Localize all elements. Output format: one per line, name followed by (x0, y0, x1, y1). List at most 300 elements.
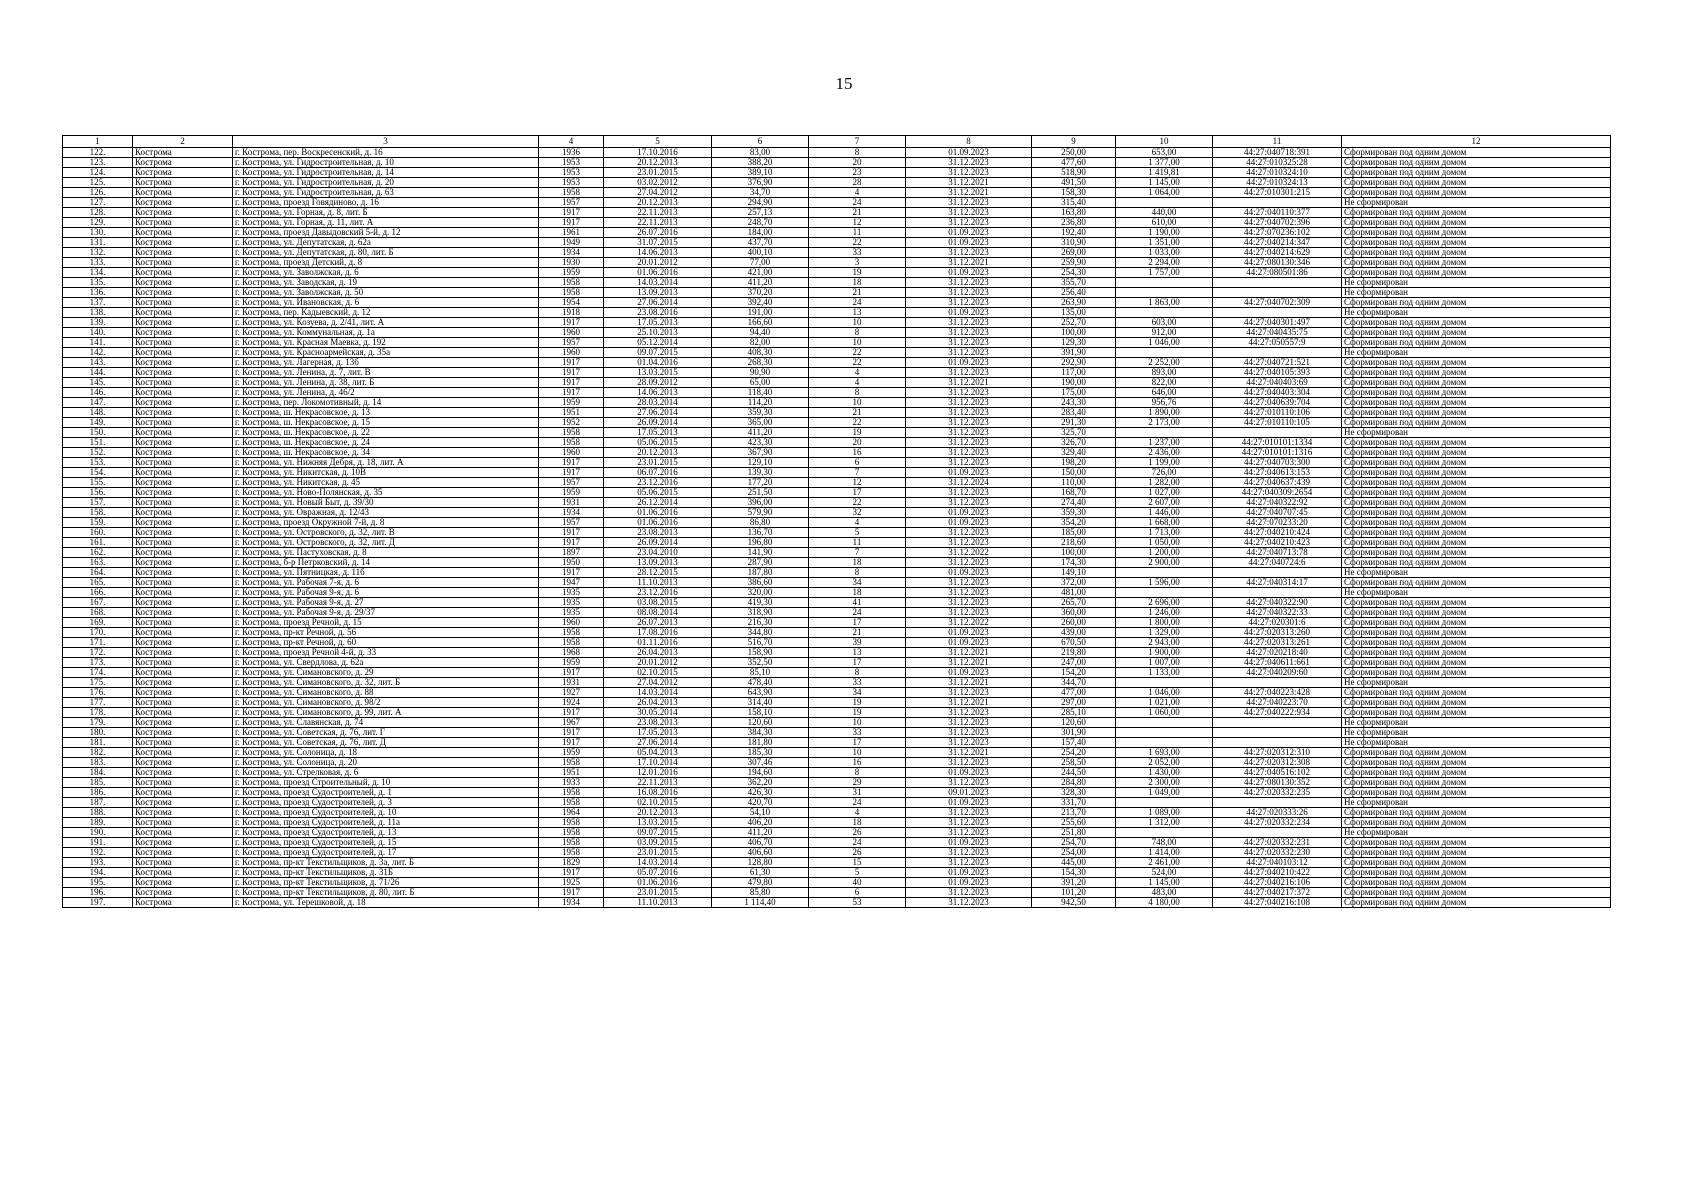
table-cell: г. Кострома, ул. Советская, д. 76, лит. Д (233, 738, 539, 748)
table-cell: 1 237,00 (1116, 438, 1213, 448)
table-cell: 653,00 (1116, 148, 1213, 158)
table-cell: Кострома (133, 378, 233, 388)
table-cell: 1917 (539, 358, 604, 368)
table-row (63, 898, 1611, 908)
table-cell: Кострома (133, 868, 233, 878)
table-cell: 4 180,00 (1116, 898, 1213, 908)
table-cell: 8 (809, 768, 906, 778)
table-cell: 1 021,00 (1116, 698, 1213, 708)
table-cell: 158,90 (712, 648, 809, 658)
table-row (63, 298, 1611, 308)
table-cell: 1951 (539, 408, 604, 418)
table-cell: г. Кострома, ул. Никитская, д. 10В (233, 468, 539, 478)
table-cell: 182. (63, 748, 133, 758)
table-cell: 157. (63, 498, 133, 508)
table-cell: 05.06.2015 (604, 438, 712, 448)
table-cell: Кострома (133, 648, 233, 658)
table-cell: Кострома (133, 608, 233, 618)
table-cell: 1 060,00 (1116, 708, 1213, 718)
table-cell: Кострома (133, 818, 233, 828)
table-cell: 315,40 (1032, 198, 1116, 208)
table-cell: 384,30 (712, 728, 809, 738)
table-cell: 150. (63, 428, 133, 438)
table-cell: 187,80 (712, 568, 809, 578)
table-cell: г. Кострома, ул. Ленина, д. 46/2 (233, 388, 539, 398)
table-cell: 18 (809, 588, 906, 598)
table-cell: 17 (809, 488, 906, 498)
table-row (63, 888, 1611, 898)
table-cell: 251,80 (1032, 828, 1116, 838)
table-cell: Кострома (133, 698, 233, 708)
table-cell: г. Кострома, проезд Детский, д. 8 (233, 258, 539, 268)
table-cell: Кострома (133, 488, 233, 498)
table-cell: 1 377,00 (1116, 158, 1213, 168)
table-cell: 13 (809, 648, 906, 658)
table-cell: Кострома (133, 348, 233, 358)
table-cell: г. Кострома, пр-кт Текстильщиков, д. 31Б (233, 868, 539, 878)
table-cell: 44:27:010324:10 (1213, 168, 1342, 178)
table-cell: 01.09.2023 (906, 518, 1032, 528)
table-row (63, 398, 1611, 408)
table-cell: 23.01.2015 (604, 458, 712, 468)
column-header: 3 (233, 136, 539, 148)
table-cell: Кострома (133, 148, 233, 158)
table-cell (1116, 728, 1213, 738)
table-cell: Сформирован под одним домом (1342, 688, 1611, 698)
table-cell: Кострома (133, 828, 233, 838)
table-cell: 1935 (539, 608, 604, 618)
table-row (63, 558, 1611, 568)
table-cell: 344,80 (712, 628, 809, 638)
table-cell: Кострома (133, 588, 233, 598)
column-header: 7 (809, 136, 906, 148)
table-cell: 423,30 (712, 438, 809, 448)
table-cell: Кострома (133, 578, 233, 588)
table-cell: 10 (809, 718, 906, 728)
table-cell: 1918 (539, 308, 604, 318)
table-row (63, 228, 1611, 238)
table-cell: 05.07.2016 (604, 868, 712, 878)
table-cell: 23.12.2016 (604, 478, 712, 488)
table-cell (1213, 348, 1342, 358)
table-cell: Кострома (133, 428, 233, 438)
table-cell (1116, 798, 1213, 808)
table-cell: 141,90 (712, 548, 809, 558)
table-cell: 1 050,00 (1116, 538, 1213, 548)
table-cell: 411,20 (712, 428, 809, 438)
table-cell: 31.12.2023 (906, 848, 1032, 858)
table-cell: г. Кострома, пер. Локомотивный, д. 14 (233, 398, 539, 408)
table-cell: г. Кострома, ул. Рабочая 9-я, д. 6 (233, 588, 539, 598)
table-cell: 1917 (539, 868, 604, 878)
table-cell: 44:27:040611:661 (1213, 658, 1342, 668)
table-cell: г. Кострома, ул. Гидростроительная, д. 63 (233, 188, 539, 198)
table-cell: 44:27:020332:235 (1213, 788, 1342, 798)
table-cell: Не сформирован (1342, 568, 1611, 578)
table-cell: 247,00 (1032, 658, 1116, 668)
table-cell: 23.04.2010 (604, 548, 712, 558)
table-cell: 1925 (539, 878, 604, 888)
table-cell: 31.12.2023 (906, 458, 1032, 468)
table-row (63, 698, 1611, 708)
table-cell: 167. (63, 598, 133, 608)
table-cell: 8 (809, 388, 906, 398)
table-cell: 1958 (539, 788, 604, 798)
table-cell: г. Кострома, ул. Козуева, д. 2/41, лит. А (233, 318, 539, 328)
table-cell (1116, 678, 1213, 688)
table-cell: 256,40 (1032, 288, 1116, 298)
table-cell: 10 (809, 398, 906, 408)
table-cell: 44:27:040223:428 (1213, 688, 1342, 698)
table-cell: 44:27:040702:309 (1213, 298, 1342, 308)
table-cell: 23.01.2015 (604, 168, 712, 178)
table-cell: 31.12.2023 (906, 278, 1032, 288)
table-cell: 19 (809, 698, 906, 708)
table-cell: 174. (63, 668, 133, 678)
table-cell: 154,20 (1032, 668, 1116, 678)
table-cell: г. Кострома, ш. Некрасовское, д. 24 (233, 438, 539, 448)
table-cell: 187. (63, 798, 133, 808)
table-cell: Кострома (133, 568, 233, 578)
table-cell: 1 145,00 (1116, 178, 1213, 188)
table-cell: 44:27:040702:396 (1213, 218, 1342, 228)
table-cell: г. Кострома, ул. Островского, д. 32, лит. Д (233, 538, 539, 548)
column-header: 11 (1213, 136, 1342, 148)
table-cell: г. Кострома, ул. Пастуховская, д. 8 (233, 548, 539, 558)
table-cell: 01.09.2023 (906, 768, 1032, 778)
table-cell: 44:27:010101:1334 (1213, 438, 1342, 448)
table-cell: 09.07.2015 (604, 828, 712, 838)
table-cell: 216,30 (712, 618, 809, 628)
table-cell: 1959 (539, 488, 604, 498)
table-row (63, 358, 1611, 368)
table-cell: 05.12.2014 (604, 338, 712, 348)
table-cell: Сформирован под одним домом (1342, 318, 1611, 328)
table-cell: 13.03.2015 (604, 368, 712, 378)
table-cell: 265,70 (1032, 598, 1116, 608)
table-cell: 31 (809, 788, 906, 798)
table-cell: г. Кострома, ул. Нижняя Дебря, д. 18, лит. А (233, 458, 539, 468)
table-cell: г. Кострома, ул. Горная, д. 8, лит. Б (233, 208, 539, 218)
table-cell: 284,80 (1032, 778, 1116, 788)
table-row (63, 658, 1611, 668)
table-cell: 1953 (539, 158, 604, 168)
table-cell: г. Кострома, ул. Рабочая 7-я, д. 6 (233, 578, 539, 588)
table-cell: 44:27:020313:260 (1213, 628, 1342, 638)
table-cell: 25.10.2013 (604, 328, 712, 338)
table-cell: 30.05.2014 (604, 708, 712, 718)
table-cell: 4 (809, 368, 906, 378)
table-cell (1116, 828, 1213, 838)
table-cell: 1897 (539, 548, 604, 558)
table-cell: 524,00 (1116, 868, 1213, 878)
housing-register-table (62, 135, 1611, 908)
table-cell: 13.09.2013 (604, 288, 712, 298)
table-body (63, 148, 1611, 908)
table-cell: 10 (809, 338, 906, 348)
table-cell: 22 (809, 498, 906, 508)
table-cell: 31.12.2023 (906, 338, 1032, 348)
table-cell: Сформирован под одним домом (1342, 268, 1611, 278)
table-cell: 14.03.2014 (604, 858, 712, 868)
table-cell: 2 252,00 (1116, 358, 1213, 368)
table-cell: 31.12.2023 (906, 218, 1032, 228)
table-cell: 1930 (539, 258, 604, 268)
table-cell: 138. (63, 308, 133, 318)
table-cell: 28.09.2012 (604, 378, 712, 388)
table-cell: 26.04.2013 (604, 698, 712, 708)
table-cell: Сформирован под одним домом (1342, 518, 1611, 528)
table-cell: 177. (63, 698, 133, 708)
table-cell: Не сформирован (1342, 308, 1611, 318)
table-cell: 27.06.2014 (604, 298, 712, 308)
table-cell: 139. (63, 318, 133, 328)
table-cell: 124. (63, 168, 133, 178)
table-cell: г. Кострома, ул. Коммунальная, д. 1а (233, 328, 539, 338)
table-cell: 139,30 (712, 468, 809, 478)
table-cell: Сформирован под одним домом (1342, 778, 1611, 788)
table-cell: г. Кострома, проезд Судостроителей, д. 15 (233, 838, 539, 848)
table-cell: 11 (809, 228, 906, 238)
table-cell: 127. (63, 198, 133, 208)
table-cell: 219,80 (1032, 648, 1116, 658)
table-cell: 44:27:040639:704 (1213, 398, 1342, 408)
table-cell: г. Кострома, ул. Славянская, д. 74 (233, 718, 539, 728)
table-cell: 141. (63, 338, 133, 348)
table-cell: 19 (809, 708, 906, 718)
table-cell: 158,30 (1032, 188, 1116, 198)
table-cell (1116, 278, 1213, 288)
table-cell: 172. (63, 648, 133, 658)
column-header: 10 (1116, 136, 1213, 148)
table-cell: Сформирован под одним домом (1342, 868, 1611, 878)
table-cell: Сформирован под одним домом (1342, 488, 1611, 498)
table-row (63, 818, 1611, 828)
table-cell: 02.10.2015 (604, 668, 712, 678)
table-cell: 44:27:040301:497 (1213, 318, 1342, 328)
table-cell: 44:27:040703:300 (1213, 458, 1342, 468)
table-row (63, 188, 1611, 198)
table-row (63, 248, 1611, 258)
table-cell: 01.06.2016 (604, 268, 712, 278)
table-cell: 22 (809, 348, 906, 358)
table-cell: г. Кострома, ш. Некрасовское, д. 15 (233, 418, 539, 428)
table-cell: 244,50 (1032, 768, 1116, 778)
table-row (63, 738, 1611, 748)
table-cell: 359,30 (1032, 508, 1116, 518)
table-cell: 354,20 (1032, 518, 1116, 528)
table-cell: 142. (63, 348, 133, 358)
table-cell: 1958 (539, 288, 604, 298)
table-cell: 186. (63, 788, 133, 798)
table-cell: 1953 (539, 168, 604, 178)
table-cell: 32 (809, 508, 906, 518)
table-cell: 2 696,00 (1116, 598, 1213, 608)
table-cell: 1917 (539, 708, 604, 718)
table-cell: 297,00 (1032, 698, 1116, 708)
table-cell: 40 (809, 878, 906, 888)
column-header: 2 (133, 136, 233, 148)
table-cell: г. Кострома, проезд Говядиново, д. 16 (233, 198, 539, 208)
table-cell: Сформирован под одним домом (1342, 768, 1611, 778)
table-cell: 17.05.2013 (604, 428, 712, 438)
table-cell: Кострома (133, 438, 233, 448)
table-cell: 133. (63, 258, 133, 268)
table-cell: 481,00 (1032, 588, 1116, 598)
table-cell: 171. (63, 638, 133, 648)
table-cell: 748,00 (1116, 838, 1213, 848)
table-cell: 1 414,00 (1116, 848, 1213, 858)
table-cell: г. Кострома, ул. Лагерная, д. 13б (233, 358, 539, 368)
table-cell: 1958 (539, 848, 604, 858)
table-row (63, 708, 1611, 718)
table-cell: Кострома (133, 618, 233, 628)
table-cell: 34 (809, 578, 906, 588)
table-cell: 01.09.2023 (906, 568, 1032, 578)
table-cell: 123. (63, 158, 133, 168)
table-cell: 153. (63, 458, 133, 468)
table-cell: 16.08.2016 (604, 788, 712, 798)
table-cell: 391,20 (1032, 878, 1116, 888)
table-cell: 17.05.2013 (604, 318, 712, 328)
table-cell: Кострома (133, 708, 233, 718)
table-cell: 31.12.2023 (906, 818, 1032, 828)
table-row (63, 858, 1611, 868)
table-cell: 44:27:040209:60 (1213, 668, 1342, 678)
table-cell: 1924 (539, 698, 604, 708)
table-cell: 44:27:070236:102 (1213, 228, 1342, 238)
table-cell: г. Кострома, ул. Стрелковая, д. 6 (233, 768, 539, 778)
table-cell: 21 (809, 208, 906, 218)
table-cell: г. Кострома, ул. Солоница, д. 20 (233, 758, 539, 768)
table-cell: 478,40 (712, 678, 809, 688)
table-row (63, 368, 1611, 378)
table-cell (1213, 568, 1342, 578)
table-cell: 579,90 (712, 508, 809, 518)
table-cell: 670,50 (1032, 638, 1116, 648)
table-cell: г. Кострома, проезд Давыдовский 5-й, д. 12 (233, 228, 539, 238)
table-cell: 90,90 (712, 368, 809, 378)
table-cell: 1 312,00 (1116, 818, 1213, 828)
table-row (63, 778, 1611, 788)
table-cell: 14.03.2014 (604, 688, 712, 698)
table-cell: 31.12.2023 (906, 498, 1032, 508)
table-cell: 1 049,00 (1116, 788, 1213, 798)
table-cell: 135. (63, 278, 133, 288)
table-cell: 01.04.2016 (604, 358, 712, 368)
table-cell: г. Кострома, проезд Судостроителей, д. 11а (233, 818, 539, 828)
table-cell: 31.12.2021 (906, 748, 1032, 758)
table-cell: 44:27:040110:377 (1213, 208, 1342, 218)
table-row (63, 638, 1611, 648)
table-cell: 23.01.2015 (604, 888, 712, 898)
table-cell: Сформирован под одним домом (1342, 618, 1611, 628)
table-cell: 175,00 (1032, 388, 1116, 398)
table-cell: 396,00 (712, 498, 809, 508)
table-cell: 101,20 (1032, 888, 1116, 898)
table-cell: 255,60 (1032, 818, 1116, 828)
table-cell: 23.01.2015 (604, 848, 712, 858)
table-cell: 7 (809, 548, 906, 558)
table-cell (1213, 198, 1342, 208)
table-cell: 31.12.2023 (906, 558, 1032, 568)
table-cell: 10 (809, 318, 906, 328)
table-cell: 17.08.2016 (604, 628, 712, 638)
table-cell: 156. (63, 488, 133, 498)
table-cell: 1917 (539, 528, 604, 538)
table-cell: 1917 (539, 368, 604, 378)
table-row (63, 878, 1611, 888)
table-cell: 44:27:040314:17 (1213, 578, 1342, 588)
table-row (63, 768, 1611, 778)
table-cell: Сформирован под одним домом (1342, 388, 1611, 398)
table-cell: 516,70 (712, 638, 809, 648)
table-cell: 1917 (539, 208, 604, 218)
table-cell: Сформирован под одним домом (1342, 878, 1611, 888)
table-cell: Сформирован под одним домом (1342, 858, 1611, 868)
table-cell: 17.10.2014 (604, 758, 712, 768)
table-cell: 162. (63, 548, 133, 558)
table-cell: 252,70 (1032, 318, 1116, 328)
table-cell: 34 (809, 688, 906, 698)
table-row (63, 268, 1611, 278)
table-cell: 359,30 (712, 408, 809, 418)
table-cell: 31.12.2023 (906, 808, 1032, 818)
table-cell: 29 (809, 778, 906, 788)
table-cell: Сформирован под одним домом (1342, 648, 1611, 658)
table-cell: 33 (809, 678, 906, 688)
table-cell: г. Кострома, ул. Гидростроительная, д. 20 (233, 178, 539, 188)
table-cell: 1 890,00 (1116, 408, 1213, 418)
table-cell: г. Кострома, проезд Речной 4-й, д. 33 (233, 648, 539, 658)
table-cell: 2 173,00 (1116, 418, 1213, 428)
table-cell: 198,20 (1032, 458, 1116, 468)
table-cell: 3 (809, 258, 906, 268)
table-cell: 250,00 (1032, 148, 1116, 158)
table-cell: 1 419,81 (1116, 168, 1213, 178)
table-cell: 135,00 (1032, 308, 1116, 318)
table-cell: 1 200,00 (1116, 548, 1213, 558)
table-cell: 163. (63, 558, 133, 568)
table-cell: 942,50 (1032, 898, 1116, 908)
table-cell: 44:27:020332:231 (1213, 838, 1342, 848)
table-cell: 20.12.2013 (604, 808, 712, 818)
table-cell: 26.04.2013 (604, 648, 712, 658)
table-cell: 82,00 (712, 338, 809, 348)
table-cell: Не сформирован (1342, 428, 1611, 438)
table-cell: г. Кострома, проезд Судостроителей, д. 13 (233, 828, 539, 838)
table-cell: 1927 (539, 688, 604, 698)
table-cell: 263,90 (1032, 298, 1116, 308)
table-row (63, 648, 1611, 658)
table-cell: 83,00 (712, 148, 809, 158)
table-cell: 31.12.2023 (906, 408, 1032, 418)
table-cell: 39 (809, 638, 906, 648)
table-cell: 1 033,00 (1116, 248, 1213, 258)
table-cell: 1 282,00 (1116, 478, 1213, 488)
table-cell: 31.12.2023 (906, 158, 1032, 168)
table-cell: 1931 (539, 498, 604, 508)
table-cell: Кострома (133, 408, 233, 418)
table-cell: Кострома (133, 418, 233, 428)
table-cell: 1 190,00 (1116, 228, 1213, 238)
table-cell: Сформирован под одним домом (1342, 228, 1611, 238)
table-cell: 1 329,00 (1116, 628, 1213, 638)
table-cell: 152. (63, 448, 133, 458)
table-cell: 31.12.2021 (906, 378, 1032, 388)
table-cell: Кострома (133, 528, 233, 538)
table-row (63, 598, 1611, 608)
